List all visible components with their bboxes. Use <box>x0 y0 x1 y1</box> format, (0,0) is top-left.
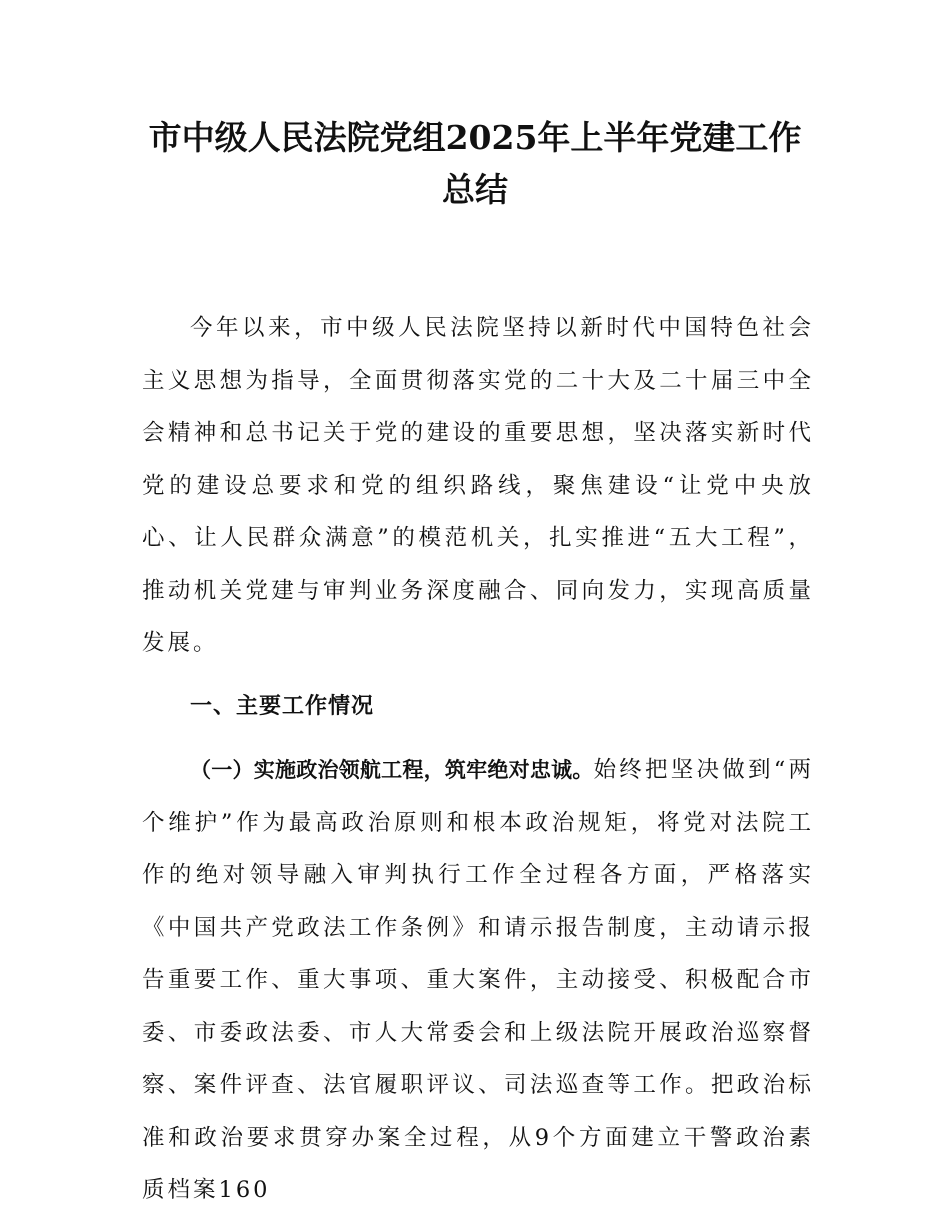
document-title <box>100 112 850 216</box>
intro-paragraph: 今年以来，市中级人民法院坚持以新时代中国特色社会主义思想为指导，全面贯彻落实党的二十大及二十届三中全会精神和总书记关于党的建设的重要思想，坚决落实新时代党的建设总要求和党的组织路线，聚焦建设“让党中央放心、让人民群众满意”的模范机关，扎实推进“五大工程”，推动机关党建与审判业务深度融合、同向发力，实现高质量发展。 <box>142 315 814 656</box>
section-heading-main-work: 一、主要工作情况 <box>190 693 375 719</box>
document-body <box>142 302 814 1217</box>
document-title-line-1: 市中级人民法院党组2025年上半年党建工作 <box>148 118 802 157</box>
subsection-heading-political-leadership: （一）实施政治领航工程，筑牢绝对忠诚。 <box>190 758 594 782</box>
subsection-body-political-leadership: 始终把坚决做到“两个维护”作为最高政治原则和根本政治规矩，将党对法院工作的绝对领导融入审判执行工作全过程各方面，严格落实《中国共产党政法工作条例》和请示报告制度，主动请示报告重要工作、重大事项、重大案件，主动接受、积极配合市委、市委政法委、市人大常委会和上级法院开展政治巡察督察、案件评查、法官履职评议、司法巡查等工作。把政治标准和政治要求贯穿办案全过程，从9个方面建立干警政治素质档案160 <box>142 757 814 1203</box>
document-title-line-2: 总结 <box>442 170 508 209</box>
subsection-paragraph-political-leadership <box>142 744 814 1217</box>
